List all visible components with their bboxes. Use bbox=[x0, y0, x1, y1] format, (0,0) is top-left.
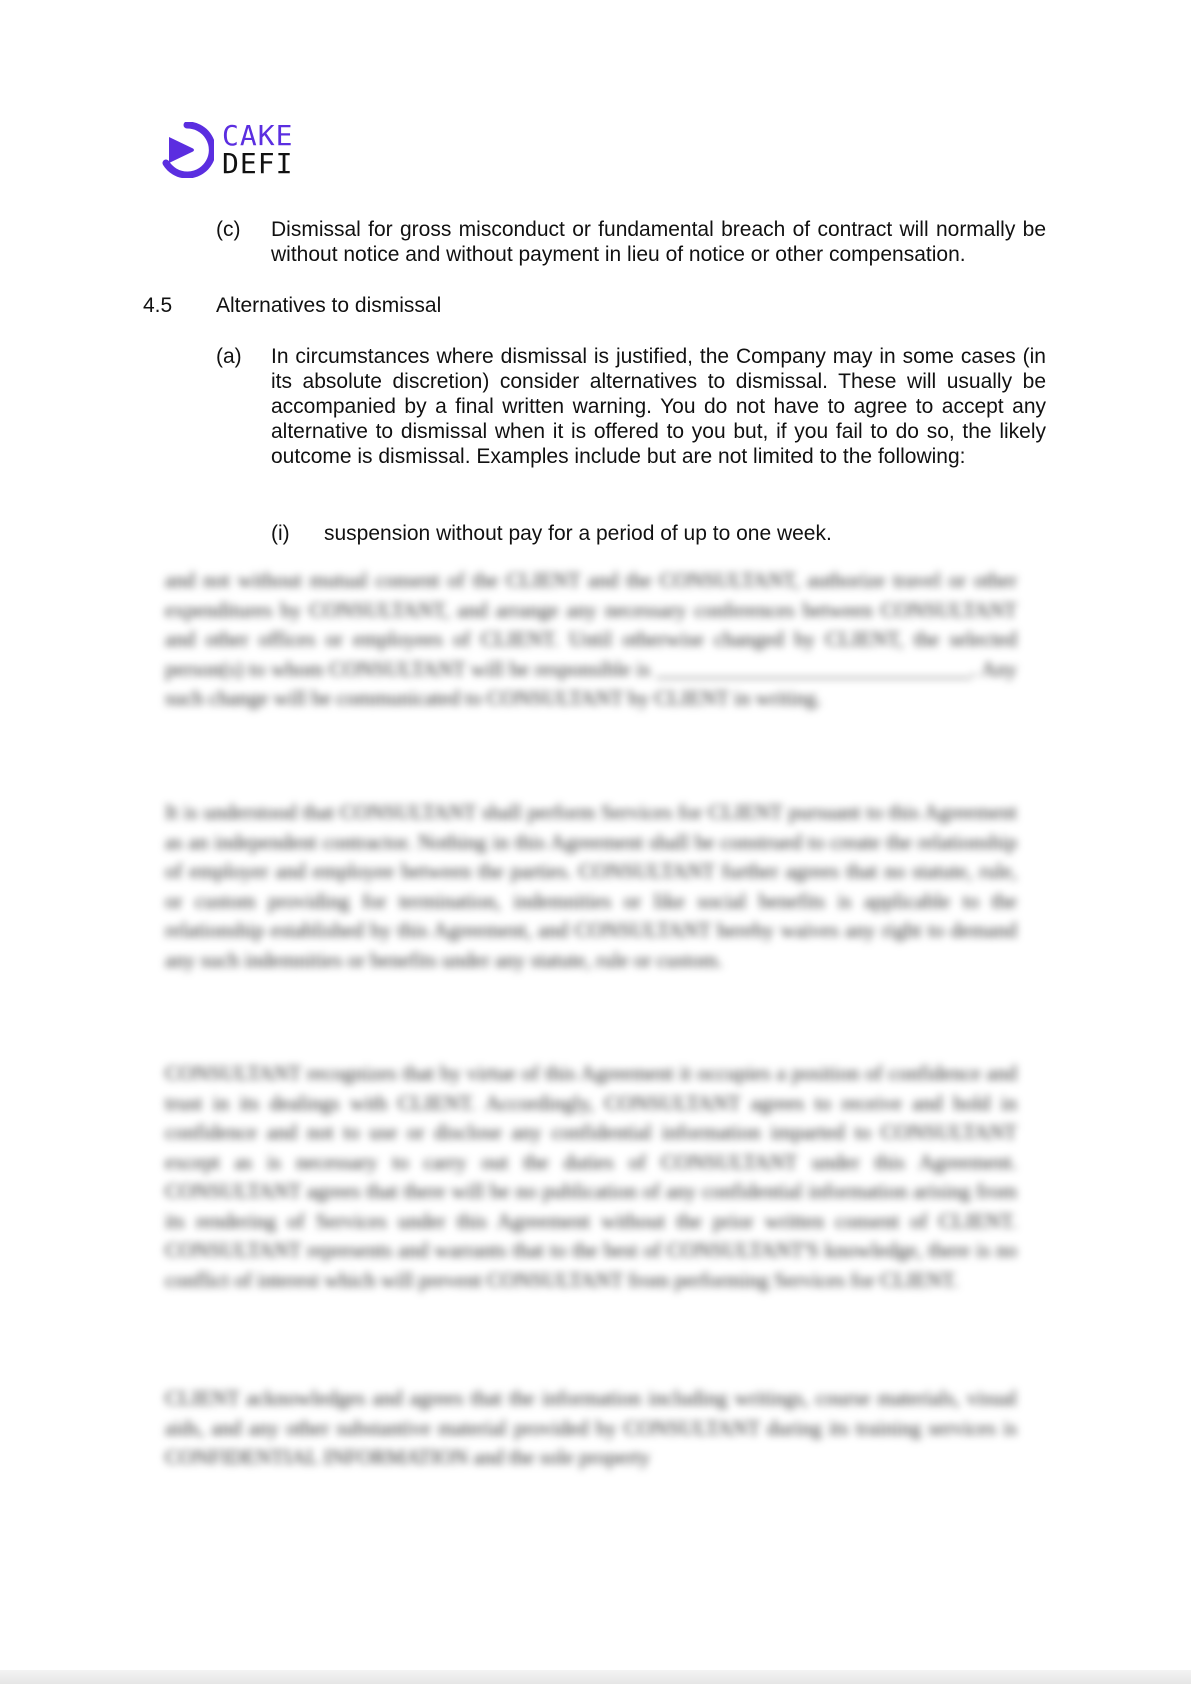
company-logo bbox=[160, 120, 293, 180]
clause-c-text: Dismissal for gross misconduct or fundamental breach of contract will normally be without notice and without payment in lieu of notice or other compensation. bbox=[271, 218, 1046, 266]
logo-text-defi: DEFI bbox=[222, 147, 294, 180]
section-4-5-number: 4.5 bbox=[143, 294, 173, 317]
clause-i-text: suspension without pay for a period of up to one week. bbox=[324, 522, 832, 545]
blurred-paragraph: CLIENT acknowledges and agrees that the information including writings, course materials, visual aids, and any other substantive material provided by CONSULTANT during its training services is CONFIDENTIAL INFORMATION and the sole property bbox=[165, 1386, 1017, 1469]
blurred-paragraph: CONSULTANT recognizes that by virtue of this Agreement it occupies a position of confidence and trust in its dealings with CLIENT. Accordingly, CONSULTANT agrees to receive and hold in confidence and not to use or disclose any confidential information imparted to CONSULTANT except as is necessary to carry out the duties of CONSULTANT under this Agreement. CONSULTANT agrees that there will be no publication of any confidential information arising from its rendering of Services under this Agreement without the prior written consent of CLIENT. CONSULTANT represents and warrants that to the best of CONSULTANT'S knowledge, there is no conflict of interest which will prevent CONSULTANT from performing Services for CLIENT. bbox=[165, 1061, 1017, 1292]
page-bottom-edge bbox=[0, 1670, 1191, 1684]
clause-c-marker: (c) bbox=[216, 218, 241, 241]
cake-defi-logo-icon bbox=[160, 122, 214, 178]
logo-text-cake: CAKE bbox=[222, 119, 294, 152]
clause-a-text: In circumstances where dismissal is justified, the Company may in some cases (in its absolute discretion) consider alternatives to dismissal. These will usually be accompanied by a final written warning. You do not have to agree to accept any alternative to dismissal when it is offered to you but, if you fail to do so, the likely outcome is dismissal. Examples include but are not limited to the following: bbox=[271, 345, 1046, 468]
logo-wordmark bbox=[222, 119, 294, 180]
clause-i-marker: (i) bbox=[271, 522, 290, 545]
blurred-paragraph: and not without mutual consent of the CLIENT and the CONSULTANT, authorize travel or other expenditures by CONSULTANT, and arrange any necessary conferences between CONSULTANT and other offices or employees of CLIENT. Until otherwise changed by CLIENT, the selected person(s) to whom CONSULTANT will be responsible is ______________________________. Any such change will be communicated to CONSULTANT by CLIENT in writing. bbox=[165, 568, 1017, 710]
section-4-5-heading: Alternatives to dismissal bbox=[216, 294, 442, 317]
blurred-paragraph: It is understood that CONSULTANT shall perform Services for CLIENT pursuant to this Agreement as an independent contractor. Nothing in this Agreement shall be construed to create the relationship of employer and employee between the parties. CONSULTANT further agrees that no statute, rule, or custom providing for termination, indemnities or like social benefits is applicable to the relationship established by this Agreement, and CONSULTANT hereby waives any right to demand any such indemnities or benefits under any statute, rule or custom. bbox=[165, 800, 1017, 972]
clause-a-marker: (a) bbox=[216, 345, 242, 368]
